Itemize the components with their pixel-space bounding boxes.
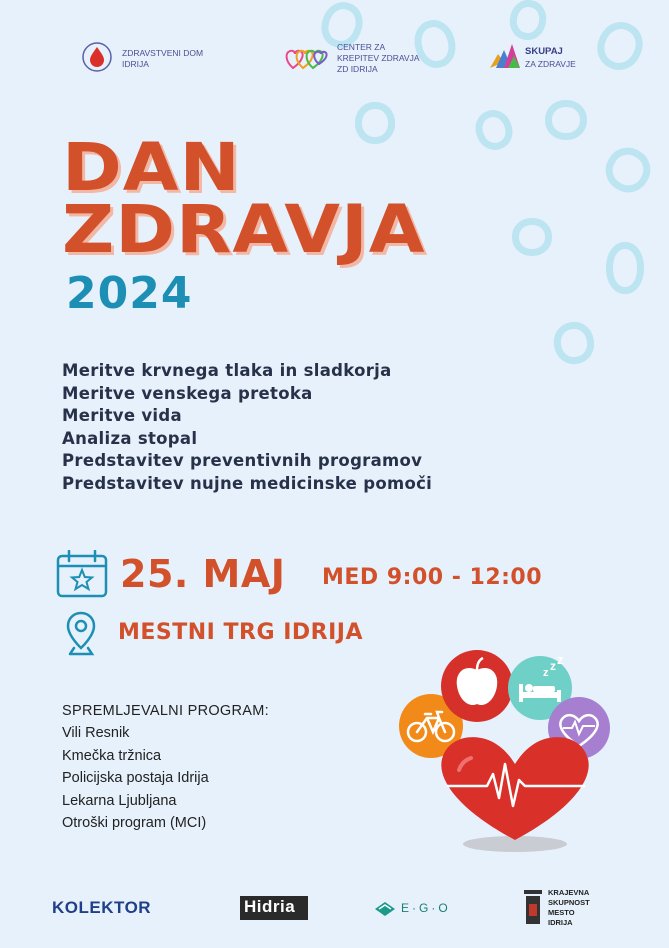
czk-line1: CENTER ZA	[337, 42, 386, 52]
event-time: MED 9:00 - 12:00	[322, 565, 543, 590]
logo-center-krepitev	[283, 40, 423, 76]
service-item: Meritve venskega pretoka	[62, 383, 313, 403]
zd-line1: ZDRAVSTVENI DOM	[122, 48, 204, 58]
service-item: Predstavitev preventivnih programov	[62, 451, 423, 470]
sponsor-ego	[373, 898, 463, 922]
hidria-wordmark: Hidria	[244, 897, 296, 916]
program-heading: SPREMLJEVALNI PROGRAM:	[62, 703, 269, 719]
program-item: Otroški program (MCI)	[62, 815, 207, 832]
service-item: Analiza stopal	[62, 428, 198, 448]
sponsor-hidria	[240, 896, 310, 920]
program-item: Vili Resnik	[62, 725, 130, 742]
event-date: 25. MAJ	[120, 552, 286, 596]
program-item: Policijska postaja Idrija	[62, 770, 209, 787]
health-illustration	[395, 648, 625, 858]
ego-logo-icon	[373, 900, 397, 918]
zd-line2: IDRIJA	[122, 59, 149, 69]
logo-zdravstveni-dom	[80, 40, 230, 76]
location-pin-icon	[64, 610, 98, 658]
sponsor-krajevna-skupnost	[522, 886, 622, 930]
services-list	[62, 360, 432, 495]
skupaj-line2: ZA ZDRAVJE	[525, 59, 576, 69]
ks-line1: KRAJEVNA	[548, 888, 590, 897]
program-item: Kmečka tržnica	[62, 747, 162, 764]
ego-wordmark: E·G·O	[401, 901, 451, 915]
service-item: Predstavitev nujne medicinske pomoči	[62, 473, 433, 493]
service-item: Meritve vida	[62, 406, 182, 425]
ks-line2: SKUPNOST	[548, 898, 590, 907]
program-item: Lekarna Ljubljana	[62, 792, 177, 809]
title-line1: DAN	[62, 128, 241, 206]
program-list	[62, 700, 269, 834]
heart-icon	[441, 737, 588, 840]
title-line2: ZDRAVJA	[62, 190, 426, 268]
svg-text:z: z	[543, 667, 549, 679]
ks-line3: MESTO	[548, 908, 575, 917]
hearts-logo-icon	[283, 44, 329, 72]
skupaj-logo-icon	[488, 42, 522, 72]
svg-text:z: z	[557, 652, 564, 667]
service-item: Meritve krvnega tlaka in sladkorja	[62, 361, 392, 380]
title-year: 2024	[66, 268, 193, 319]
zd-logo-icon	[80, 40, 114, 74]
event-place: MESTNI TRG IDRIJA	[118, 620, 363, 645]
coat-of-arms-icon	[522, 888, 544, 928]
ks-text	[548, 888, 590, 928]
apple-icon	[441, 650, 513, 722]
calendar-icon	[56, 550, 108, 598]
skupaj-line1: SKUPAJ	[525, 46, 563, 57]
czk-line2: KREPITEV ZDRAVJA	[337, 53, 420, 63]
sponsor-kolektor: KOLEKTOR	[52, 898, 152, 917]
svg-text:z: z	[550, 659, 556, 673]
czk-line3: ZD IDRIJA	[337, 64, 378, 74]
ks-line4: IDRIJA	[548, 918, 573, 927]
logo-skupaj-za-zdravje	[488, 40, 588, 76]
